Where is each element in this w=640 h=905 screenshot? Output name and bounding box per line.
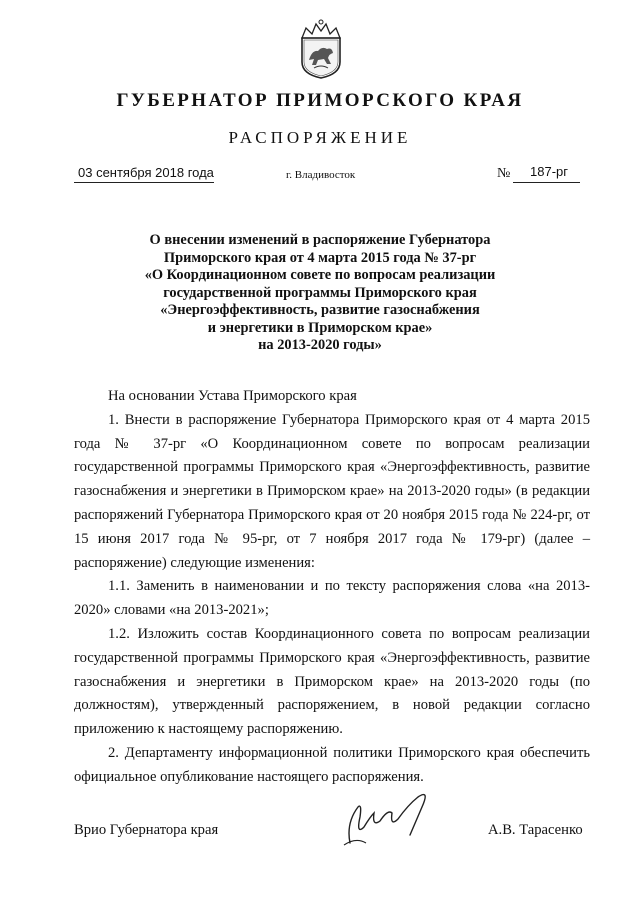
- document-number: 187-рг: [530, 164, 568, 179]
- basis-paragraph: На основании Устава Приморского края: [108, 388, 357, 404]
- paragraph-1-1: 1.1. Заменить в наименовании и по тексту распоряжения слова «на 2013-2020» словами «на 2013-2021»;: [74, 578, 590, 619]
- title-line: на 2013-2020 годы»: [258, 337, 382, 353]
- document-title: [100, 232, 540, 355]
- signatory-name: А.В. Тарасенко: [488, 822, 583, 838]
- document-type: РАСПОРЯЖЕНИЕ: [228, 128, 412, 147]
- issuing-authority: ГУБЕРНАТОР ПРИМОРСКОГО КРАЯ: [116, 90, 524, 111]
- title-line: государственной программы Приморского края: [163, 284, 477, 301]
- signatory-position: Врио Губернатора края: [74, 822, 219, 838]
- date-underline: [74, 182, 214, 183]
- document-date: 03 сентября 2018 года: [78, 165, 214, 180]
- title-line: О внесении изменений в распоряжение Губернатора: [149, 232, 491, 248]
- number-underline: [513, 182, 580, 183]
- handwritten-signature: [336, 783, 446, 855]
- paragraph-1: 1. Внести в распоряжение Губернатора Приморского края от 4 марта 2015 года № 37-рг «О Координационном совете по вопросам реализации государственной программы Приморского края «Энергоэффективность, развитие газоснабжения и энергетики в Приморском крае» на 2013-2020 годы» (в редакции распоряжений Губернатора Приморского края от 20 ноября 2015 года № 224-рг, от 15 июня 2017 года № 95-рг, от 7 ноября 2017 года № 179-рг) (далее – распоряжение) следующие изменения:: [74, 411, 590, 571]
- document-body: [74, 385, 590, 790]
- paragraph-2: 2. Департаменту информационной политики Приморского края обеспечить официальное опубликование настоящего распоряжения.: [74, 744, 590, 785]
- title-line: «О Координационном совете по вопросам реализации: [144, 267, 496, 283]
- coat-of-arms-icon: [296, 18, 346, 80]
- title-line: и энергетики в Приморском крае»: [207, 319, 433, 336]
- title-line: «Энергоэффективность, развитие газоснабжения: [160, 302, 480, 318]
- number-sign: №: [497, 166, 511, 181]
- paragraph-1-2: 1.2. Изложить состав Координационного совета по вопросам реализации государственной программы Приморского края «Энергоэффективность, развитие газоснабжения и энергетики в Приморском крае» на 2013-2020 годы (по должностям), утвержденный распоряжением, в новой редакции согласно приложению к настоящему распоряжению.: [74, 625, 590, 738]
- document-city: г. Владивосток: [286, 169, 356, 181]
- title-line: Приморского края от 4 марта 2015 года № 37-рг: [163, 249, 477, 266]
